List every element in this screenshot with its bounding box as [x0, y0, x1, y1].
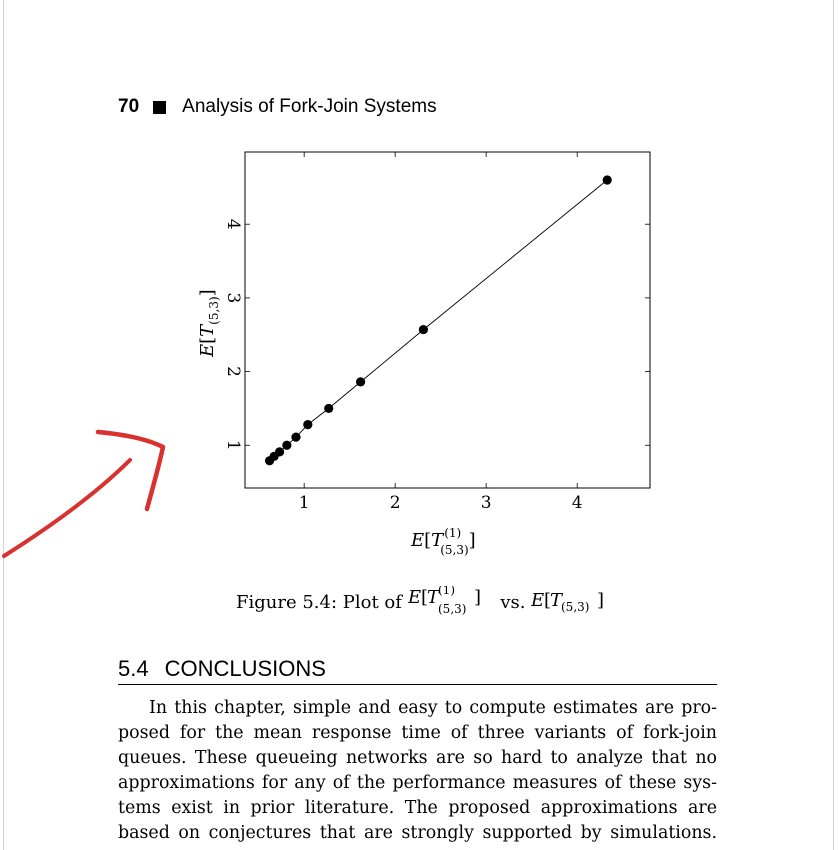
svg-text:E: E	[407, 587, 421, 608]
red-annotation-arrow	[4, 432, 163, 556]
caption-middle: vs.	[494, 592, 532, 613]
svg-text:T: T	[550, 590, 563, 611]
chapter-title: Analysis of Fork-Join Systems	[182, 96, 437, 117]
body-line: tems exist in prior literature. The proposed approximations are	[118, 798, 717, 818]
x-axis-label: $E[T^{(1)}$ (5,3)]	[411, 526, 476, 557]
y-axis-label: $E[T_{(5,3)}]$	[197, 289, 221, 357]
body-line: In this chapter, simple and easy to compute estimates are pro-	[149, 698, 717, 718]
data-point	[275, 447, 284, 456]
svg-text:(5,3): (5,3)	[561, 600, 590, 613]
y-tick-label: 4	[223, 218, 243, 230]
data-point	[303, 420, 312, 429]
svg-text:]: ]	[473, 587, 481, 608]
x-tick-label: 3	[480, 493, 492, 513]
data-point	[419, 325, 428, 334]
series-line	[270, 180, 608, 461]
section-number: 5.4	[118, 656, 149, 681]
svg-text:E: E	[531, 590, 545, 611]
plot-frame	[245, 152, 650, 488]
caption-math-expected-time	[531, 589, 617, 613]
data-point	[356, 377, 365, 386]
svg-text:T: T	[426, 587, 439, 608]
body-line: posed for the mean response time of three variants of fork-join	[118, 723, 717, 743]
x-tick-label: 4	[571, 493, 583, 513]
body-line: based on conjectures that are strongly supported by simulations.	[118, 823, 717, 843]
section-title: CONCLUSIONS	[164, 656, 326, 681]
data-point	[291, 433, 300, 442]
y-tick-label: 1	[223, 439, 243, 451]
x-tick-label: 1	[298, 493, 310, 513]
data-point	[603, 175, 612, 184]
page-number: 70	[118, 96, 140, 117]
caption-math-expected-time-one	[408, 586, 495, 620]
data-point	[282, 441, 291, 450]
figure-caption	[236, 586, 617, 620]
svg-text:(5,3): (5,3)	[437, 602, 467, 616]
svg-text:[: [	[544, 590, 552, 611]
x-tick-label: 2	[389, 493, 401, 513]
body-line: queues. These queueing networks are so hard to analyze that no	[118, 748, 717, 768]
svg-text:(1): (1)	[437, 586, 455, 597]
y-tick-label: 3	[223, 292, 243, 304]
body-paragraph	[118, 696, 717, 846]
svg-text:[: [	[420, 587, 428, 608]
section-heading	[118, 656, 717, 685]
caption-prefix: Figure 5.4: Plot of	[236, 592, 408, 613]
y-tick-label: 2	[223, 366, 243, 377]
body-line: approximations for any of the performance measures of these sys-	[118, 773, 717, 793]
data-point	[324, 404, 333, 413]
svg-text:]: ]	[597, 590, 605, 611]
